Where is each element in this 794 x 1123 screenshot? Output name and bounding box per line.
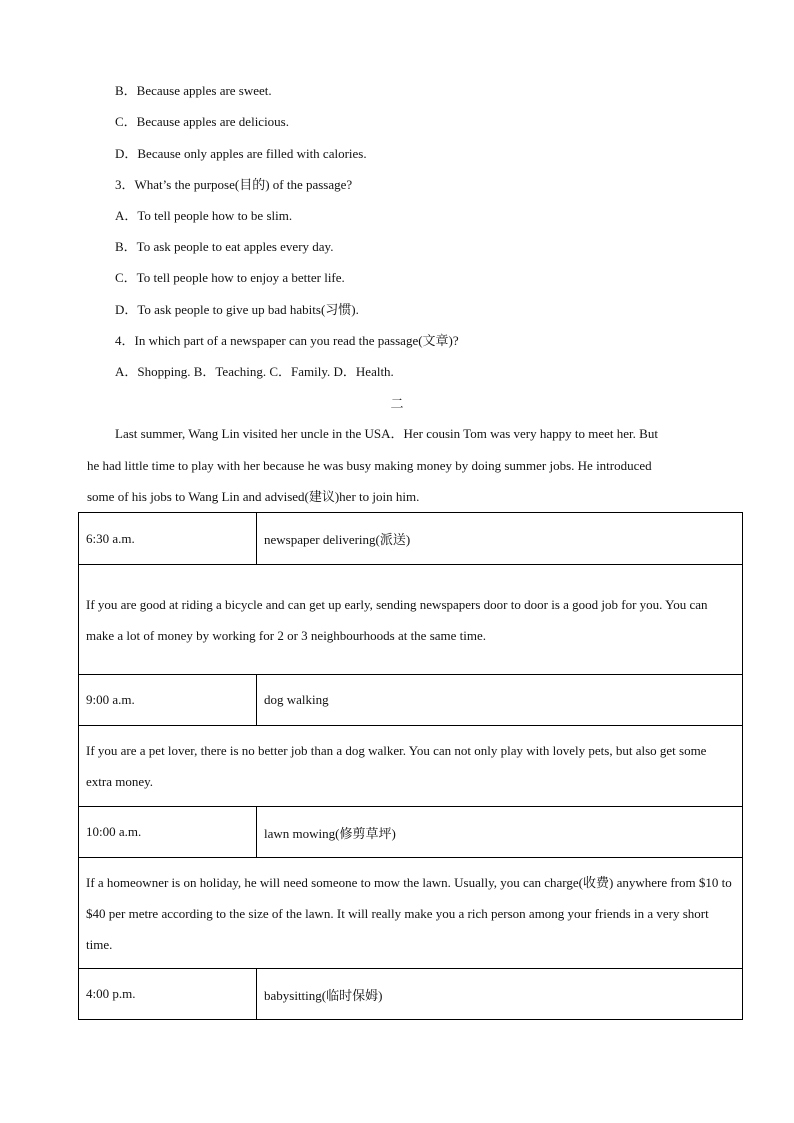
passage-line-1: Last summer, Wang Lin visited her uncle in the USA．Her cousin Tom was very happy to meet her. But — [115, 426, 658, 441]
q4-options: A．Shopping. B．Teaching. C．Family. D．Health. — [115, 364, 394, 379]
table-row — [79, 565, 743, 675]
q3-option-d: D．To ask people to give up bad habits(习惯). — [115, 302, 359, 317]
q2-option-b: B．Because apples are sweet. — [115, 83, 272, 98]
q2-option-c: C．Because apples are delicious. — [115, 114, 289, 129]
jobs-table — [78, 512, 743, 1020]
passage-line-2: he had little time to play with her because he was busy making money by doing summer jobs. He introduced — [87, 458, 652, 473]
table-row — [79, 513, 743, 565]
job-name: dog walking — [257, 675, 743, 726]
q3-option-a: A．To tell people how to be slim. — [115, 208, 293, 223]
q3-option-b: B．To ask people to eat apples every day. — [115, 239, 334, 254]
table-row — [79, 807, 743, 858]
section-title: 二 — [390, 396, 404, 411]
q4-question: 4．In which part of a newspaper can you read the passage(文章)? — [115, 333, 459, 348]
job-time: 10:00 a.m. — [79, 807, 257, 858]
job-name: newspaper delivering(派送) — [257, 513, 743, 565]
job-description: If you are a pet lover, there is no better job than a dog walker. You can not only play with lovely pets, but also get some extra money. — [79, 726, 743, 807]
job-time: 9:00 a.m. — [79, 675, 257, 726]
q3-option-c: C．To tell people how to enjoy a better life. — [115, 270, 345, 285]
passage-line-3: some of his jobs to Wang Lin and advised(建议)her to join him. — [87, 489, 420, 504]
job-name: babysitting(临时保姆) — [257, 969, 743, 1020]
job-name: lawn mowing(修剪草坪) — [257, 807, 743, 858]
table-row — [79, 726, 743, 807]
job-time: 6:30 a.m. — [79, 513, 257, 565]
table-row — [79, 969, 743, 1020]
table-row — [79, 858, 743, 969]
q2-option-d: D．Because only apples are filled with calories. — [115, 146, 367, 161]
job-description: If you are good at riding a bicycle and can get up early, sending newspapers door to door is a good job for you. You can make a lot of money by working for 2 or 3 neighbourhoods at the same time. — [79, 565, 743, 675]
table-row — [79, 675, 743, 726]
job-time: 4:00 p.m. — [79, 969, 257, 1020]
q3-question: 3．What’s the purpose(目的) of the passage? — [115, 177, 353, 192]
job-description: If a homeowner is on holiday, he will need someone to mow the lawn. Usually, you can charge(收费) anywhere from $10 to $40 per metre according to the size of the lawn. It will really make you a rich person among your friends in a very short time. — [79, 858, 743, 969]
